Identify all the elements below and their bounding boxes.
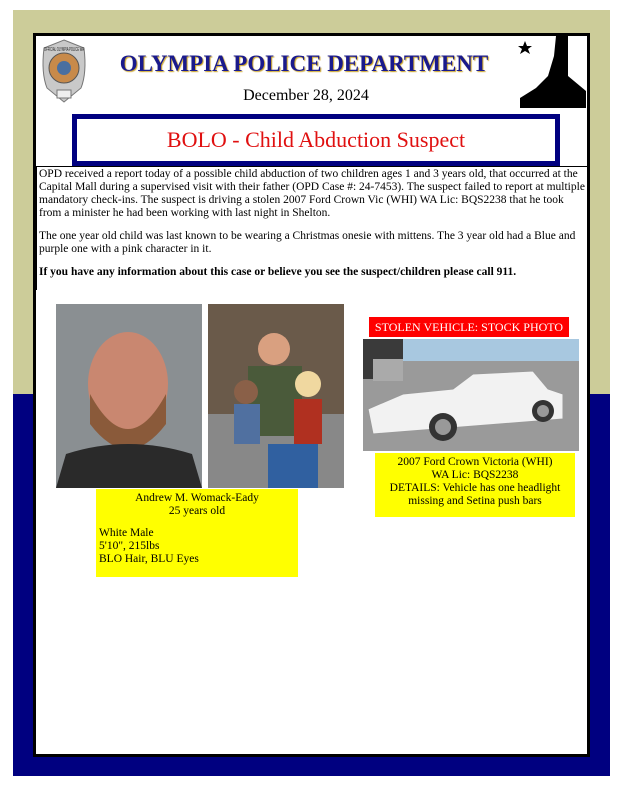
vehicle-license: WA Lic: BQS2238	[431, 469, 519, 481]
call-to-action: If you have any information about this case or believe you see the suspect/children please call 911.	[39, 266, 517, 278]
suspect-mugshot	[56, 304, 202, 488]
stolen-vehicle-photo	[363, 339, 579, 451]
suspect-height-weight: 5'10", 215lbs	[99, 540, 160, 552]
clothing-paragraph: The one year old child was last known to be wearing a Christmas onesie with mittens. The 3 year old had a Blue and purple one with a pink character in it.	[39, 230, 576, 255]
suspect-info-box	[96, 489, 298, 577]
bulletin-page	[33, 33, 590, 757]
suspect-with-children-photo	[208, 304, 344, 488]
department-title: OLYMPIA POLICE DEPARTMENT	[119, 51, 489, 76]
suspect-age: 25 years old	[168, 505, 226, 517]
capitol-silhouette-icon	[520, 36, 586, 108]
suspect-race-sex: White Male	[99, 527, 154, 539]
vehicle-info-box	[375, 453, 575, 517]
bulletin-date: December 28, 2024	[243, 87, 369, 104]
suspect-hair-eyes: BLO Hair, BLU Eyes	[99, 553, 199, 565]
vehicle-model: 2007 Ford Crown Victoria (WHI)	[397, 456, 553, 468]
badge-lettering: OFFICIAL OLYMPIA POLICE WA	[44, 47, 85, 53]
vehicle-details: DETAILS: Vehicle has one headlight missing and Setina push bars	[389, 482, 561, 507]
stolen-vehicle-banner: STOLEN VEHICLE: STOCK PHOTO	[369, 317, 569, 337]
report-paragraph: OPD received a report today of a possible child abduction of two children ages 1 and 3 years old, that occurred at the Capital Mall during a supervised visit with their father (OPD Case #: 24-7453). The suspect failed to report at multiple mandatory check-ins. The suspect is driving a stolen 2007 Ford Crown Vic (WHI) WA Lic: BQS2238 that he took from a minister he had been working with last night in Shelton.	[39, 168, 585, 219]
bolo-heading: BOLO - Child Abduction Suspect	[72, 114, 560, 166]
bulletin-body	[36, 166, 587, 290]
police-badge-logo	[39, 38, 89, 104]
suspect-name: Andrew M. Womack-Eady	[135, 492, 259, 504]
